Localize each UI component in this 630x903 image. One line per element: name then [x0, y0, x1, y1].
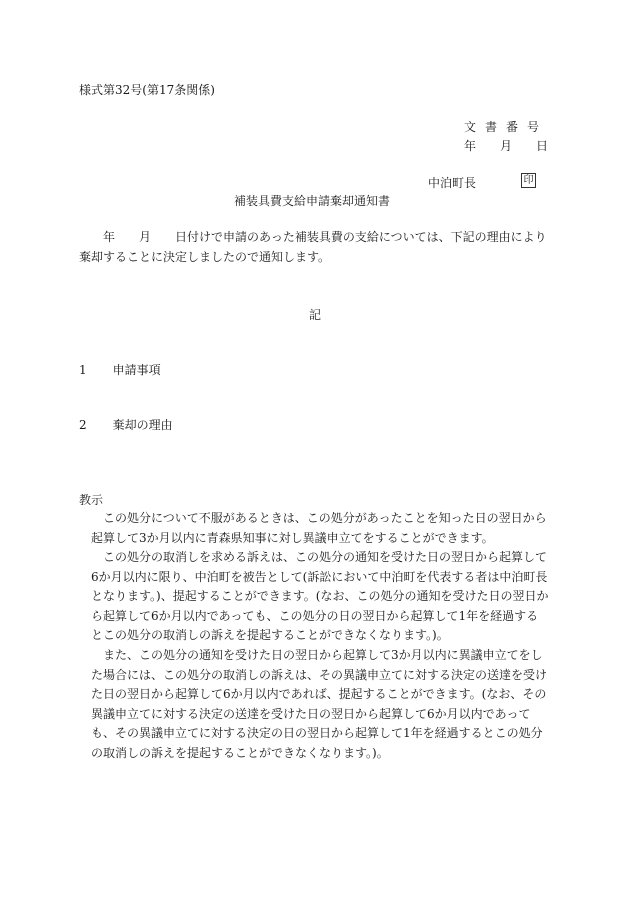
document-number-label: 文書番号 — [464, 120, 549, 134]
body-paragraph: 年 月 日付けで申請のあった補装具費の支給については、下記の理由により棄却することに決定しましたので通知します。 — [79, 230, 547, 264]
notice-paragraph: この処分について不服があるときは、この処分があったことを知った日の翌日から起算して3か月以内に青森県知事に対し異議申立てをすることができます。 — [91, 511, 547, 545]
item-number: 1 — [79, 363, 87, 377]
form-number: 様式第32号(第17条関係) — [79, 83, 215, 97]
item-label: 申請事項 — [112, 363, 161, 377]
item-reason — [79, 416, 173, 433]
item-application — [79, 361, 161, 378]
seal-stamp: 印 — [521, 173, 536, 188]
document-title-text: 補装具費支給申請棄却通知書 — [233, 194, 390, 208]
ki-heading: 記 — [308, 308, 321, 322]
document-title — [0, 192, 630, 209]
sender-name: 中泊町長 — [428, 176, 477, 190]
notice-heading: 教示 — [79, 493, 104, 507]
notice-paragraph: この処分の取消しを求める訴えは、この処分の通知を受けた日の翌日から起算して6か月以内に限り、中泊町を被告として(訴訟において中泊町を代表する者は中泊町長となります。)、提起することができます。(なお、この処分の通知を受けた日の翌日から起算して6か月以内であっても、この処分の日の翌日から起算して1年を経過するとこの処分の取消しの訴えを提起することができなくなります。)。 — [91, 550, 549, 642]
notice-paragraph: また、この処分の通知を受けた日の翌日から起算して3か月以内に異議申立てをした場合には、この処分の取消しの訴えは、その異議申立てに対する決定の送達を受けた日の翌日から起算して6か月以内であれば、提起することができます。(なお、その異議申立てに対する決定の送達を受けた日の翌日から起算して6か月以内であっても、その異議申立てに対する決定の日の翌日から起算して1年を経過するとこの処分の取消しの訴えを提起することができなくなります。)。 — [91, 648, 548, 760]
document-date-label: 年 月 日 — [464, 139, 549, 153]
item-number: 2 — [79, 418, 87, 432]
item-label: 棄却の理由 — [112, 418, 173, 432]
